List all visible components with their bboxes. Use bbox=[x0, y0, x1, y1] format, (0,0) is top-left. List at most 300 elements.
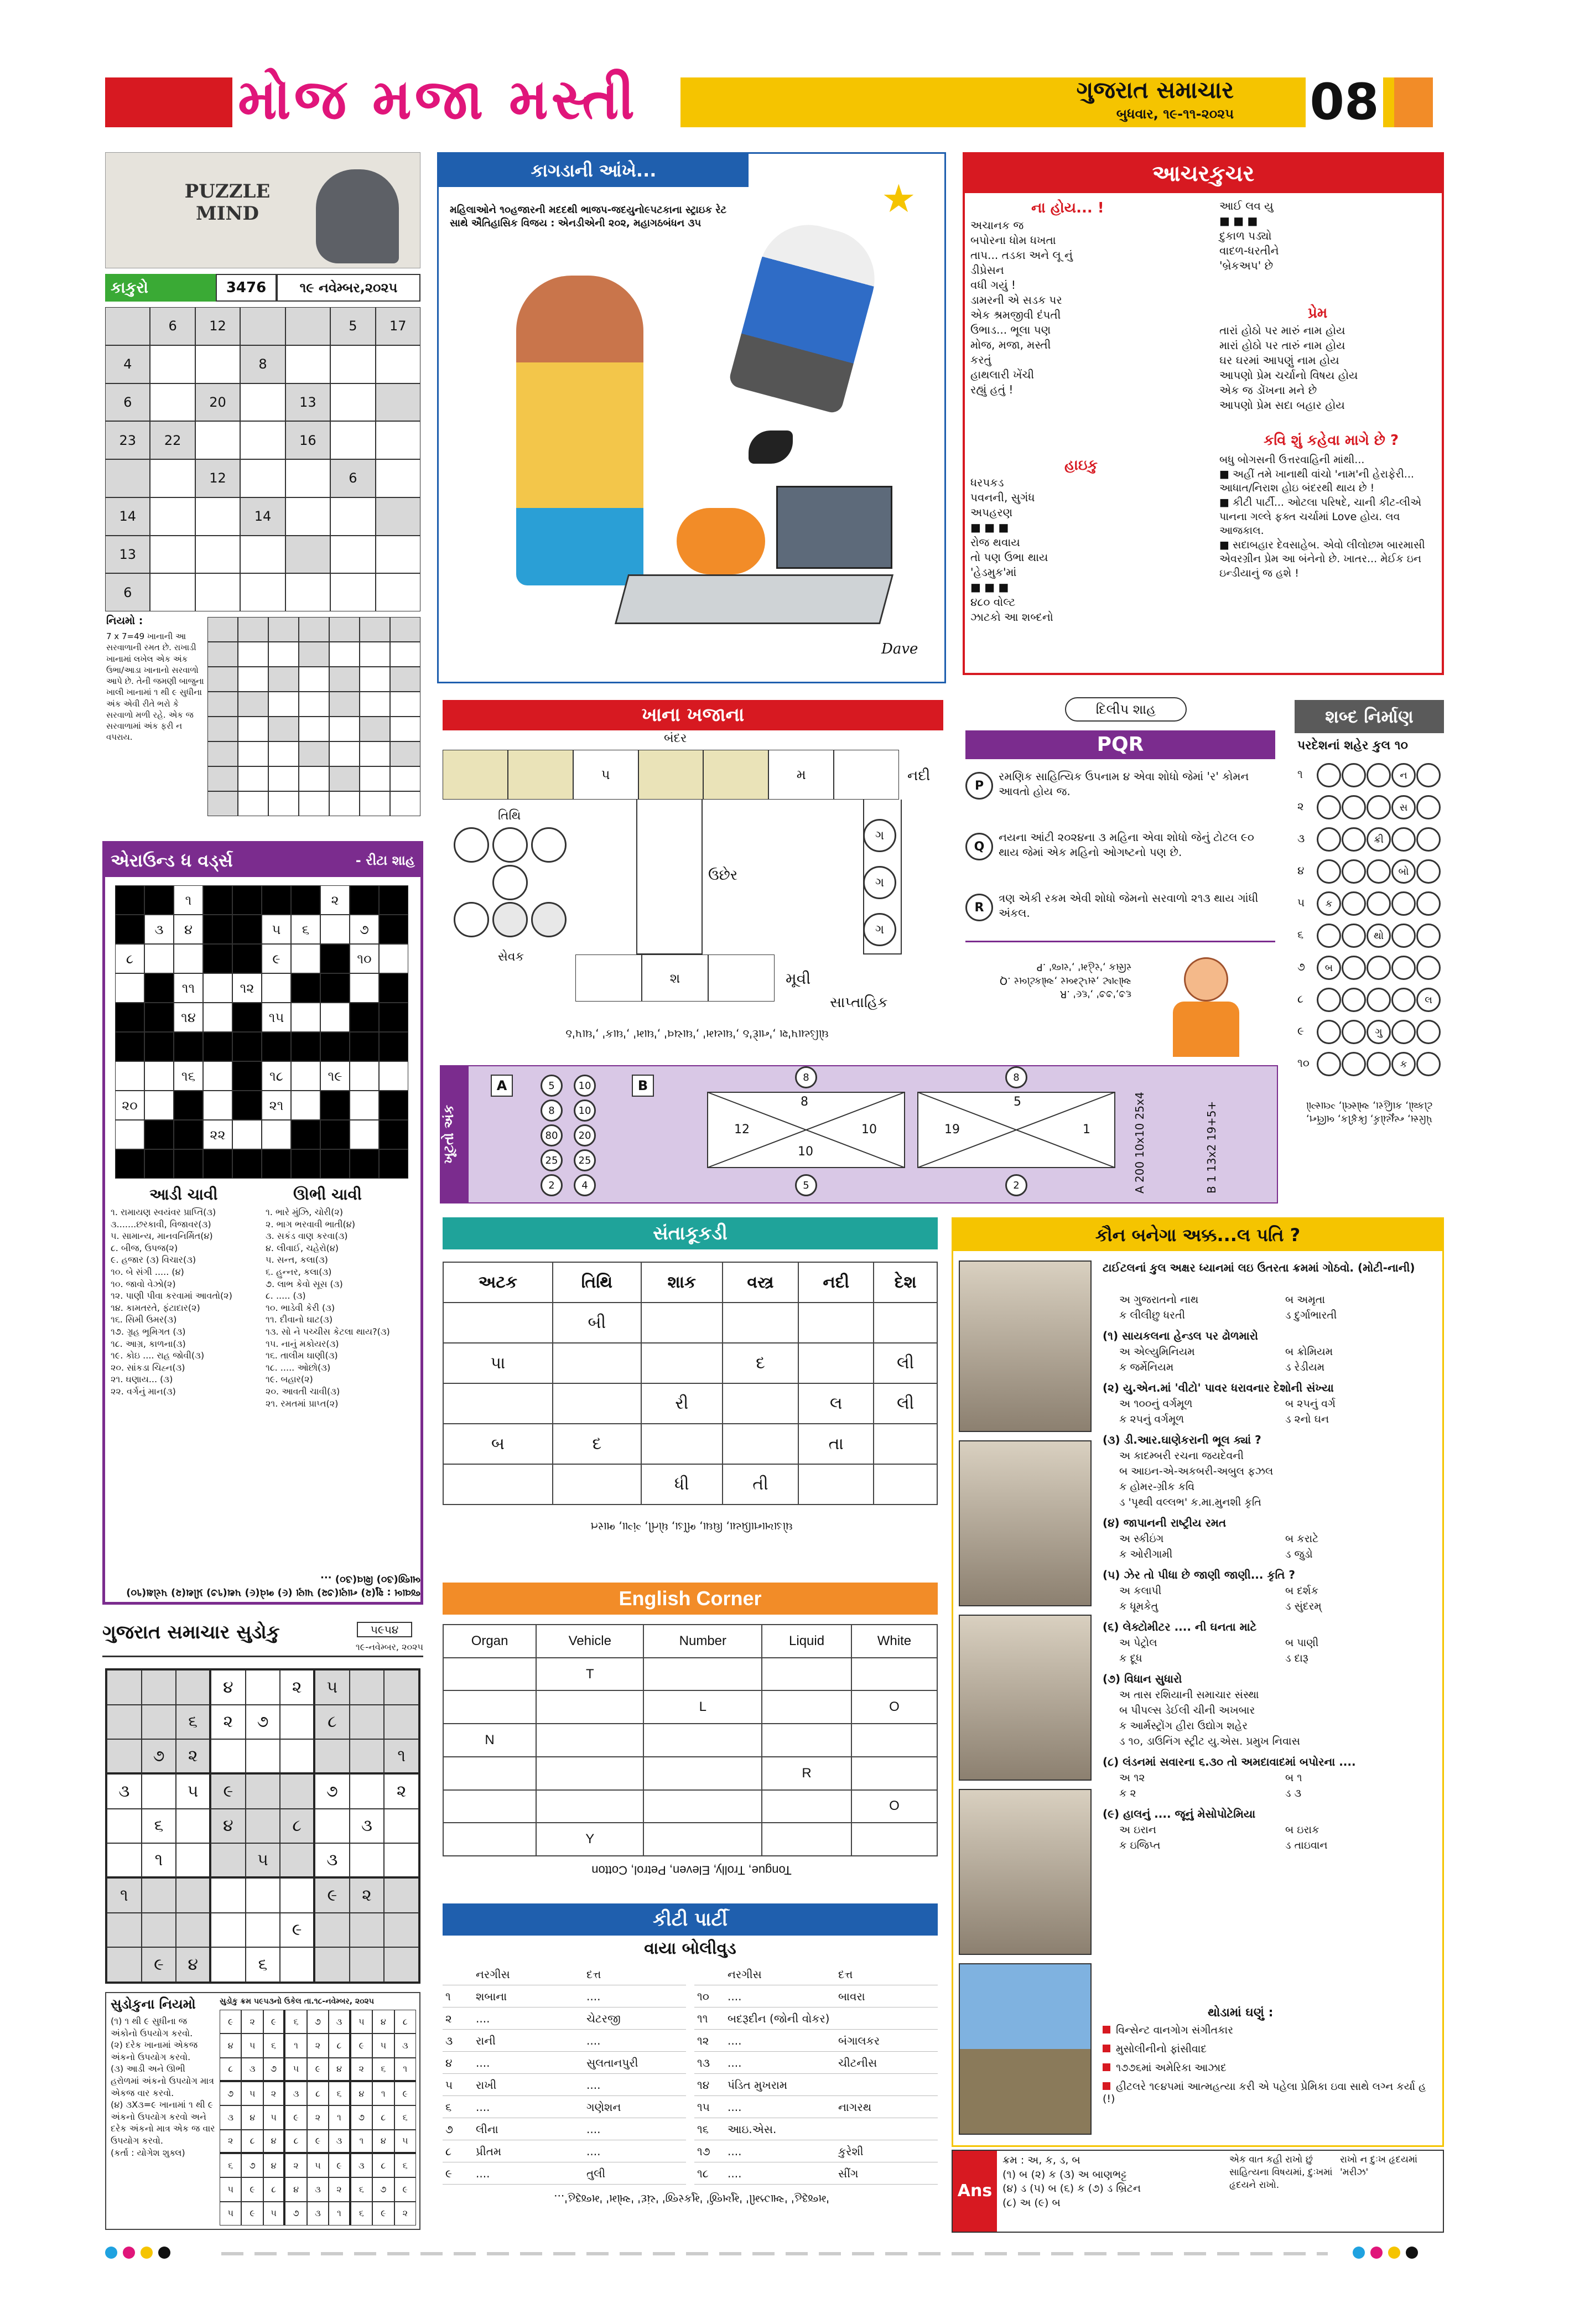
khana-cell[interactable] bbox=[575, 954, 642, 1002]
sudoku-cell[interactable] bbox=[280, 1843, 315, 1878]
kakuro-cell[interactable] bbox=[150, 573, 195, 611]
english-cell[interactable] bbox=[536, 1757, 643, 1790]
english-cell[interactable]: N bbox=[443, 1724, 536, 1757]
santa-cell[interactable] bbox=[723, 1424, 799, 1464]
kakuro-cell[interactable] bbox=[330, 421, 375, 459]
cw-cell[interactable] bbox=[232, 1120, 262, 1149]
shabd-circle[interactable]: ક bbox=[1391, 1052, 1416, 1076]
santa-cell[interactable] bbox=[874, 1464, 937, 1505]
cw-cell[interactable]: ૧૧ bbox=[174, 973, 203, 1003]
santa-row bbox=[443, 1343, 937, 1383]
shabd-row bbox=[1295, 761, 1444, 791]
sudoku-cell[interactable] bbox=[315, 1739, 350, 1774]
santa-cell[interactable]: દ bbox=[553, 1424, 641, 1464]
kakuro-cell[interactable] bbox=[376, 573, 420, 611]
kakuro-cell[interactable] bbox=[285, 459, 330, 497]
english-cell[interactable] bbox=[762, 1823, 851, 1856]
kbc-option: ડ દારૂ bbox=[1285, 1652, 1308, 1664]
english-cell[interactable] bbox=[643, 1823, 762, 1856]
santa-cell[interactable] bbox=[798, 1303, 874, 1343]
sudoku-cell[interactable] bbox=[142, 1774, 176, 1809]
english-cell[interactable] bbox=[851, 1823, 937, 1856]
shabd-circle[interactable] bbox=[1342, 1020, 1366, 1044]
shabd-circle[interactable] bbox=[1416, 924, 1441, 948]
cw-cell[interactable]: ૧૮ bbox=[262, 1061, 291, 1091]
khana-circle[interactable] bbox=[531, 827, 567, 863]
kakuro-cell[interactable] bbox=[150, 345, 195, 383]
sudoku-cell[interactable] bbox=[246, 1739, 280, 1774]
santa-cell[interactable]: રી bbox=[641, 1383, 723, 1424]
santa-cell[interactable]: બી bbox=[553, 1303, 641, 1343]
cw-cell[interactable]: ૮ bbox=[115, 944, 144, 973]
khana-cell[interactable] bbox=[708, 954, 775, 1002]
kakuro-cell[interactable] bbox=[376, 536, 420, 574]
english-cell[interactable]: T bbox=[536, 1658, 643, 1691]
khana-cell[interactable]: મ bbox=[768, 750, 834, 800]
english-cell[interactable] bbox=[443, 1658, 536, 1691]
sudoku-cell[interactable] bbox=[350, 1739, 385, 1774]
sudoku-cell[interactable] bbox=[350, 1670, 385, 1705]
shabd-circle[interactable]: ક bbox=[1317, 891, 1341, 916]
sudoku-cell[interactable] bbox=[107, 1947, 142, 1982]
sudoku-cell[interactable] bbox=[384, 1913, 419, 1948]
english-cell[interactable] bbox=[443, 1690, 536, 1724]
cw-cell[interactable] bbox=[174, 944, 203, 973]
sudoku-solution-cell: ૪ bbox=[329, 2058, 350, 2082]
cw-cell bbox=[320, 1032, 350, 1061]
english-cell[interactable] bbox=[536, 1690, 643, 1724]
shabd-circle[interactable] bbox=[1317, 1020, 1341, 1044]
kakuro-cell[interactable] bbox=[330, 536, 375, 574]
kitty-cell: .... bbox=[586, 2145, 601, 2158]
sudoku-cell[interactable] bbox=[384, 1947, 419, 1982]
santa-cell[interactable] bbox=[874, 1303, 937, 1343]
cw-cell[interactable]: ૨૧ bbox=[262, 1091, 291, 1120]
english-col-header: Organ bbox=[443, 1625, 536, 1658]
khana-circle[interactable] bbox=[454, 902, 489, 937]
sudoku-cell[interactable] bbox=[315, 1809, 350, 1844]
english-cell[interactable] bbox=[443, 1757, 536, 1790]
santa-cell[interactable] bbox=[723, 1303, 799, 1343]
shabd-circle[interactable] bbox=[1416, 956, 1441, 980]
english-cell[interactable] bbox=[851, 1658, 937, 1691]
santa-cell[interactable]: લી bbox=[874, 1343, 937, 1383]
kakuro-cell[interactable] bbox=[240, 459, 285, 497]
santa-cell[interactable]: બ bbox=[443, 1424, 553, 1464]
cw-cell[interactable] bbox=[350, 973, 379, 1003]
kakuro-sol-cell bbox=[360, 642, 390, 667]
english-cell[interactable] bbox=[851, 1757, 937, 1790]
english-cell[interactable] bbox=[643, 1658, 762, 1691]
santa-cell[interactable] bbox=[553, 1464, 641, 1505]
cw-cell[interactable] bbox=[291, 944, 320, 973]
english-cell[interactable] bbox=[443, 1790, 536, 1823]
english-cell[interactable]: O bbox=[851, 1790, 937, 1823]
shabd-circle[interactable] bbox=[1416, 859, 1441, 884]
sudoku-cell[interactable] bbox=[384, 1705, 419, 1740]
kakuro-cell[interactable] bbox=[376, 345, 420, 383]
sudoku-cell[interactable] bbox=[246, 1809, 280, 1844]
kakuro-cell[interactable] bbox=[195, 421, 240, 459]
sudoku-cell[interactable] bbox=[142, 1705, 176, 1740]
shabd-circle[interactable] bbox=[1416, 1020, 1441, 1044]
kakuro-cell[interactable] bbox=[330, 383, 375, 422]
shabd-circle[interactable] bbox=[1391, 924, 1416, 948]
shabd-circle[interactable]: બ bbox=[1317, 956, 1341, 980]
sudoku-cell[interactable] bbox=[384, 1670, 419, 1705]
santa-cell[interactable]: તી bbox=[723, 1464, 799, 1505]
sudoku-cell[interactable] bbox=[107, 1670, 142, 1705]
shabd-circle[interactable] bbox=[1317, 827, 1341, 852]
shabd-circle[interactable] bbox=[1391, 956, 1416, 980]
cw-cell[interactable] bbox=[291, 1061, 320, 1091]
shabd-circle[interactable] bbox=[1367, 891, 1391, 916]
cw-cell[interactable]: ૧૨ bbox=[232, 973, 262, 1003]
sudoku-cell[interactable] bbox=[142, 1913, 176, 1948]
santa-cell[interactable] bbox=[641, 1343, 723, 1383]
khana-cell[interactable]: શ bbox=[642, 954, 708, 1002]
sudoku-cell[interactable] bbox=[246, 1913, 280, 1948]
sudoku-cell[interactable] bbox=[107, 1705, 142, 1740]
cw-cell[interactable] bbox=[144, 1061, 174, 1091]
cw-cell[interactable] bbox=[115, 1061, 144, 1091]
sudoku-cell[interactable] bbox=[142, 1670, 176, 1705]
khana-cell[interactable] bbox=[638, 750, 704, 800]
khana-circle[interactable]: ગ bbox=[863, 819, 896, 852]
cw-cell[interactable] bbox=[320, 915, 350, 944]
khana-cell[interactable] bbox=[508, 750, 573, 800]
shabd-circle[interactable] bbox=[1342, 827, 1366, 852]
shabd-circle[interactable] bbox=[1317, 1052, 1341, 1076]
kakuro-cell[interactable] bbox=[376, 421, 420, 459]
cw-cell[interactable] bbox=[203, 1091, 232, 1120]
khana-circle[interactable]: ગ bbox=[863, 913, 896, 946]
shabd-circle[interactable] bbox=[1342, 795, 1366, 819]
sudoku-cell[interactable] bbox=[142, 1878, 176, 1913]
english-cell[interactable] bbox=[536, 1724, 643, 1757]
english-cell[interactable] bbox=[536, 1790, 643, 1823]
kakuro-cell[interactable] bbox=[150, 459, 195, 497]
sudoku-cell[interactable] bbox=[211, 1947, 246, 1982]
shabd-circle[interactable] bbox=[1342, 1052, 1366, 1076]
shabd-circle[interactable]: બો bbox=[1391, 859, 1416, 884]
khana-circle[interactable] bbox=[454, 827, 489, 863]
shabd-circle[interactable] bbox=[1342, 956, 1366, 980]
sudoku-cell[interactable] bbox=[211, 1878, 246, 1913]
khuti-d1-right: 10 bbox=[861, 1123, 877, 1137]
cw-cell[interactable] bbox=[320, 1003, 350, 1032]
shabd-circle[interactable] bbox=[1342, 859, 1366, 884]
sudoku-cell[interactable] bbox=[384, 1878, 419, 1913]
english-cell[interactable] bbox=[443, 1823, 536, 1856]
cw-cell[interactable] bbox=[203, 973, 232, 1003]
kakuro-cell[interactable] bbox=[195, 345, 240, 383]
sudoku-number: ૫૯૫૪ bbox=[357, 1622, 412, 1637]
shabd-circle[interactable]: ન bbox=[1391, 763, 1416, 787]
khuti-d2-top-circle: 8 bbox=[1005, 1066, 1027, 1088]
shabd-circle[interactable] bbox=[1367, 988, 1391, 1012]
cw-cell[interactable]: ૬ bbox=[291, 915, 320, 944]
santa-cell[interactable] bbox=[443, 1303, 553, 1343]
kitty-cell: સુલતાનપુરી bbox=[586, 2056, 638, 2069]
kakuro-cell[interactable] bbox=[150, 383, 195, 422]
shabd-circle[interactable] bbox=[1367, 859, 1391, 884]
english-cell[interactable]: R bbox=[762, 1757, 851, 1790]
shabd-circle[interactable] bbox=[1416, 795, 1441, 819]
shabd-circle[interactable] bbox=[1342, 924, 1366, 948]
kakuro-sol-cell bbox=[390, 692, 420, 717]
kakuro-cell[interactable] bbox=[330, 497, 375, 536]
kakuro-cell[interactable] bbox=[150, 497, 195, 536]
santa-cell[interactable] bbox=[443, 1383, 553, 1424]
shabd-circle[interactable] bbox=[1367, 795, 1391, 819]
kakuro-cell bbox=[240, 307, 285, 345]
shabd-circle[interactable] bbox=[1416, 827, 1441, 852]
shabd-circle[interactable] bbox=[1317, 795, 1341, 819]
kbc-answer-strip bbox=[952, 2150, 1444, 2233]
kakuro-cell[interactable] bbox=[150, 536, 195, 574]
english-cell[interactable] bbox=[762, 1790, 851, 1823]
cw-cell[interactable] bbox=[203, 1061, 232, 1091]
cw-cell[interactable]: ૭ bbox=[350, 915, 379, 944]
shabd-circle[interactable]: ક્રી bbox=[1367, 827, 1391, 852]
shabd-row bbox=[1295, 889, 1444, 919]
santa-cell[interactable] bbox=[641, 1424, 723, 1464]
sudoku-cell[interactable] bbox=[350, 1705, 385, 1740]
cw-cell[interactable] bbox=[262, 973, 291, 1003]
shabd-circle[interactable]: સ bbox=[1391, 795, 1416, 819]
shabd-circle[interactable] bbox=[1391, 988, 1416, 1012]
cw-cell[interactable]: ૨૨ bbox=[203, 1120, 232, 1149]
sudoku-cell[interactable] bbox=[384, 1809, 419, 1844]
santa-cell[interactable] bbox=[553, 1383, 641, 1424]
khana-circle[interactable] bbox=[531, 902, 567, 937]
khuti-answer-a: A 200 10x10 25x4 bbox=[1133, 1092, 1146, 1194]
sudoku-cell[interactable] bbox=[280, 1739, 315, 1774]
sudoku-cell[interactable] bbox=[246, 1670, 280, 1705]
santa-cell[interactable]: દ bbox=[723, 1343, 799, 1383]
kakuro-cell[interactable] bbox=[240, 573, 285, 611]
shabd-row bbox=[1295, 857, 1444, 887]
sudoku-cell[interactable] bbox=[350, 1913, 385, 1948]
khana-cell[interactable] bbox=[443, 750, 508, 800]
sudoku-solution-cell: ૭ bbox=[285, 2202, 306, 2226]
sudoku-cell[interactable] bbox=[280, 1878, 315, 1913]
english-cell[interactable]: L bbox=[643, 1690, 762, 1724]
santa-cell[interactable]: લી bbox=[874, 1383, 937, 1424]
kakuro-cell[interactable] bbox=[195, 573, 240, 611]
kbc-intro: ટાઈટલનાં કુલ અક્ષર ધ્યાનમાં લઇ ઉતરતા ક્રમમાં ગોઠવો. (મોટી-નાની) bbox=[1103, 1261, 1415, 1274]
santa-cell[interactable] bbox=[641, 1303, 723, 1343]
english-cell[interactable] bbox=[762, 1658, 851, 1691]
cw-cell[interactable] bbox=[350, 1120, 379, 1149]
shabd-row bbox=[1295, 921, 1444, 951]
sudoku-cell[interactable] bbox=[280, 1705, 315, 1740]
sudoku-cell[interactable] bbox=[107, 1739, 142, 1774]
shabd-circle[interactable] bbox=[1367, 763, 1391, 787]
sudoku-solution-cell: ૯ bbox=[307, 2130, 329, 2154]
sudoku-cell[interactable] bbox=[315, 1947, 350, 1982]
english-cell[interactable]: O bbox=[851, 1690, 937, 1724]
shabd-circle[interactable] bbox=[1317, 859, 1341, 884]
kakuro-cell: 14 bbox=[105, 497, 150, 536]
khana-cell[interactable] bbox=[703, 750, 768, 800]
kakuro-cell[interactable] bbox=[285, 573, 330, 611]
santa-cell[interactable]: તા bbox=[798, 1424, 874, 1464]
cw-cell[interactable]: ૧૫ bbox=[262, 1003, 291, 1032]
santa-cell[interactable] bbox=[553, 1343, 641, 1383]
kakuro-cell[interactable] bbox=[285, 497, 330, 536]
santa-cell[interactable]: લ bbox=[798, 1383, 874, 1424]
santa-cell[interactable] bbox=[798, 1343, 874, 1383]
kitty-row bbox=[694, 1986, 938, 2007]
sudoku-cell[interactable] bbox=[211, 1843, 246, 1878]
shabd-circle[interactable] bbox=[1317, 763, 1341, 787]
kitty-cell: .... bbox=[476, 2056, 490, 2069]
english-cell[interactable] bbox=[762, 1724, 851, 1757]
cw-cell[interactable]: ૯ bbox=[262, 944, 291, 973]
kakuro-rules: 7 x 7=49 ખાનાની આ સરવાળાની રમત છે. રાખાડી ખાનામાં લખેલ એક અંક ઉભા/આડા ખાનાનો સરવાળો આપે છે. તેની જમણી બાજુના ખાલી ખાનામાં ૧ થી ૯ સુધીના અંક એવી રીતે ભરો કે સરવાળો મળી રહે. એક જ સરવાળામાં અંક ફરી ન વપરાય. bbox=[106, 631, 207, 743]
khana-circle[interactable] bbox=[492, 902, 528, 937]
khuti-circle: 4 bbox=[574, 1174, 596, 1196]
shabd-circle[interactable] bbox=[1342, 891, 1366, 916]
shabd-circle[interactable]: થો bbox=[1367, 924, 1391, 948]
shabd-circle[interactable] bbox=[1317, 988, 1341, 1012]
shabd-circle[interactable] bbox=[1416, 763, 1441, 787]
khana-circle[interactable]: ગ bbox=[863, 866, 896, 899]
sudoku-cell[interactable] bbox=[176, 1843, 211, 1878]
sudoku-cell[interactable] bbox=[211, 1913, 246, 1948]
santa-cell[interactable] bbox=[723, 1383, 799, 1424]
kakuro-sol-cell bbox=[390, 741, 420, 766]
shabd-circle[interactable] bbox=[1317, 924, 1341, 948]
santa-cell[interactable]: પા bbox=[443, 1343, 553, 1383]
cw-cell[interactable]: ૧૪ bbox=[174, 1003, 203, 1032]
santa-row bbox=[443, 1424, 937, 1464]
santa-cell[interactable] bbox=[874, 1424, 937, 1464]
sudoku-solution-cell: ૨ bbox=[241, 2010, 263, 2034]
english-cell[interactable] bbox=[643, 1790, 762, 1823]
portrait-4-image bbox=[959, 1789, 1092, 1955]
sudoku-cell[interactable] bbox=[176, 1878, 211, 1913]
cw-cell[interactable] bbox=[262, 1120, 291, 1149]
sudoku-cell[interactable] bbox=[280, 1774, 315, 1809]
sudoku-cell[interactable] bbox=[246, 1878, 280, 1913]
cw-cell[interactable] bbox=[350, 1091, 379, 1120]
shabd-circle[interactable] bbox=[1342, 763, 1366, 787]
sudoku-cell[interactable] bbox=[107, 1809, 142, 1844]
kakuro-cell[interactable] bbox=[195, 497, 240, 536]
cw-cell[interactable]: ૧૦ bbox=[350, 944, 379, 973]
kakuro-cell[interactable] bbox=[285, 345, 330, 383]
kakuro-sol-cell bbox=[268, 692, 299, 717]
sudoku-cell[interactable] bbox=[211, 1739, 246, 1774]
cw-cell[interactable]: ૧૬ bbox=[174, 1061, 203, 1091]
english-cell[interactable]: Y bbox=[536, 1823, 643, 1856]
sudoku-cell[interactable] bbox=[246, 1774, 280, 1809]
cw-cell[interactable]: ૪ bbox=[174, 915, 203, 944]
cw-cell[interactable]: ૫ bbox=[262, 915, 291, 944]
sudoku-cell[interactable] bbox=[384, 1843, 419, 1878]
english-cell[interactable] bbox=[851, 1724, 937, 1757]
khana-circle[interactable] bbox=[492, 865, 528, 900]
sudoku-solution-cell: ૧ bbox=[329, 2202, 350, 2226]
kakuro-cell[interactable] bbox=[240, 536, 285, 574]
shabd-circle[interactable]: લ bbox=[1416, 988, 1441, 1012]
cw-cell[interactable] bbox=[291, 1091, 320, 1120]
english-cell[interactable] bbox=[643, 1724, 762, 1757]
kitty-cell: રાખી bbox=[476, 2078, 497, 2092]
cw-cell[interactable]: ૨ bbox=[320, 885, 350, 915]
cw-cell[interactable]: ૨૦ bbox=[115, 1091, 144, 1120]
sudoku-rules-title: સુડોકુના નિયમો bbox=[111, 1996, 196, 2012]
english-box bbox=[443, 1583, 938, 1892]
sudoku-cell[interactable] bbox=[176, 1913, 211, 1948]
sudoku-cell[interactable] bbox=[350, 1843, 385, 1878]
shabd-circle[interactable] bbox=[1416, 891, 1441, 916]
english-cell[interactable] bbox=[762, 1690, 851, 1724]
cw-cell[interactable] bbox=[144, 944, 174, 973]
shabd-circle[interactable] bbox=[1367, 1052, 1391, 1076]
shabd-circle[interactable]: ગુ bbox=[1367, 1020, 1391, 1044]
kitty-row bbox=[443, 2075, 686, 2096]
shabd-circle[interactable] bbox=[1367, 956, 1391, 980]
kakuro-cell bbox=[376, 497, 420, 536]
english-cell[interactable] bbox=[643, 1757, 762, 1790]
shabd-circle[interactable] bbox=[1416, 1052, 1441, 1076]
khana-cell[interactable]: પ bbox=[573, 750, 638, 800]
shabd-circle[interactable] bbox=[1391, 891, 1416, 916]
sudoku-cell[interactable] bbox=[176, 1809, 211, 1844]
cw-cell[interactable] bbox=[291, 1003, 320, 1032]
shabd-circle[interactable] bbox=[1342, 988, 1366, 1012]
cw-cell[interactable] bbox=[203, 1003, 232, 1032]
santa-cell[interactable]: ધી bbox=[641, 1464, 723, 1505]
kakuro-cell[interactable] bbox=[240, 383, 285, 422]
cw-cell[interactable] bbox=[350, 1061, 379, 1091]
sudoku-cell[interactable] bbox=[350, 1774, 385, 1809]
cw-cell[interactable]: ૧૯ bbox=[320, 1061, 350, 1091]
sudoku-cell[interactable] bbox=[350, 1947, 385, 1982]
shabd-circle[interactable] bbox=[1391, 1020, 1416, 1044]
kitty-cell: તુલી bbox=[586, 2167, 606, 2180]
sudoku-cell[interactable] bbox=[315, 1913, 350, 1948]
cw-cell[interactable]: ૩ bbox=[144, 915, 174, 944]
khana-cell[interactable] bbox=[834, 750, 899, 800]
cw-cell[interactable] bbox=[115, 1120, 144, 1149]
sudoku-cell[interactable] bbox=[280, 1947, 315, 1982]
cw-cell[interactable] bbox=[144, 1091, 174, 1120]
sudoku-cell[interactable] bbox=[107, 1913, 142, 1948]
sudoku-cell[interactable] bbox=[176, 1670, 211, 1705]
cw-cell[interactable] bbox=[115, 973, 144, 1003]
sudoku-cell[interactable] bbox=[107, 1843, 142, 1878]
kakuro-cell[interactable] bbox=[330, 573, 375, 611]
kakuro-cell[interactable] bbox=[240, 421, 285, 459]
cw-cell[interactable]: ૧ bbox=[174, 885, 203, 915]
santa-cell[interactable] bbox=[798, 1464, 874, 1505]
kakuro-sol-cell bbox=[360, 717, 390, 741]
cw-cell[interactable] bbox=[379, 1061, 408, 1091]
kakuro-cell[interactable] bbox=[376, 459, 420, 497]
kakuro-cell[interactable] bbox=[330, 345, 375, 383]
cw-cell[interactable] bbox=[379, 944, 408, 973]
kakuro-cell[interactable] bbox=[195, 536, 240, 574]
khana-circle[interactable] bbox=[492, 827, 528, 863]
santa-cell[interactable] bbox=[443, 1464, 553, 1505]
shabd-circle[interactable] bbox=[1391, 827, 1416, 852]
kitty-row bbox=[694, 2009, 938, 2030]
